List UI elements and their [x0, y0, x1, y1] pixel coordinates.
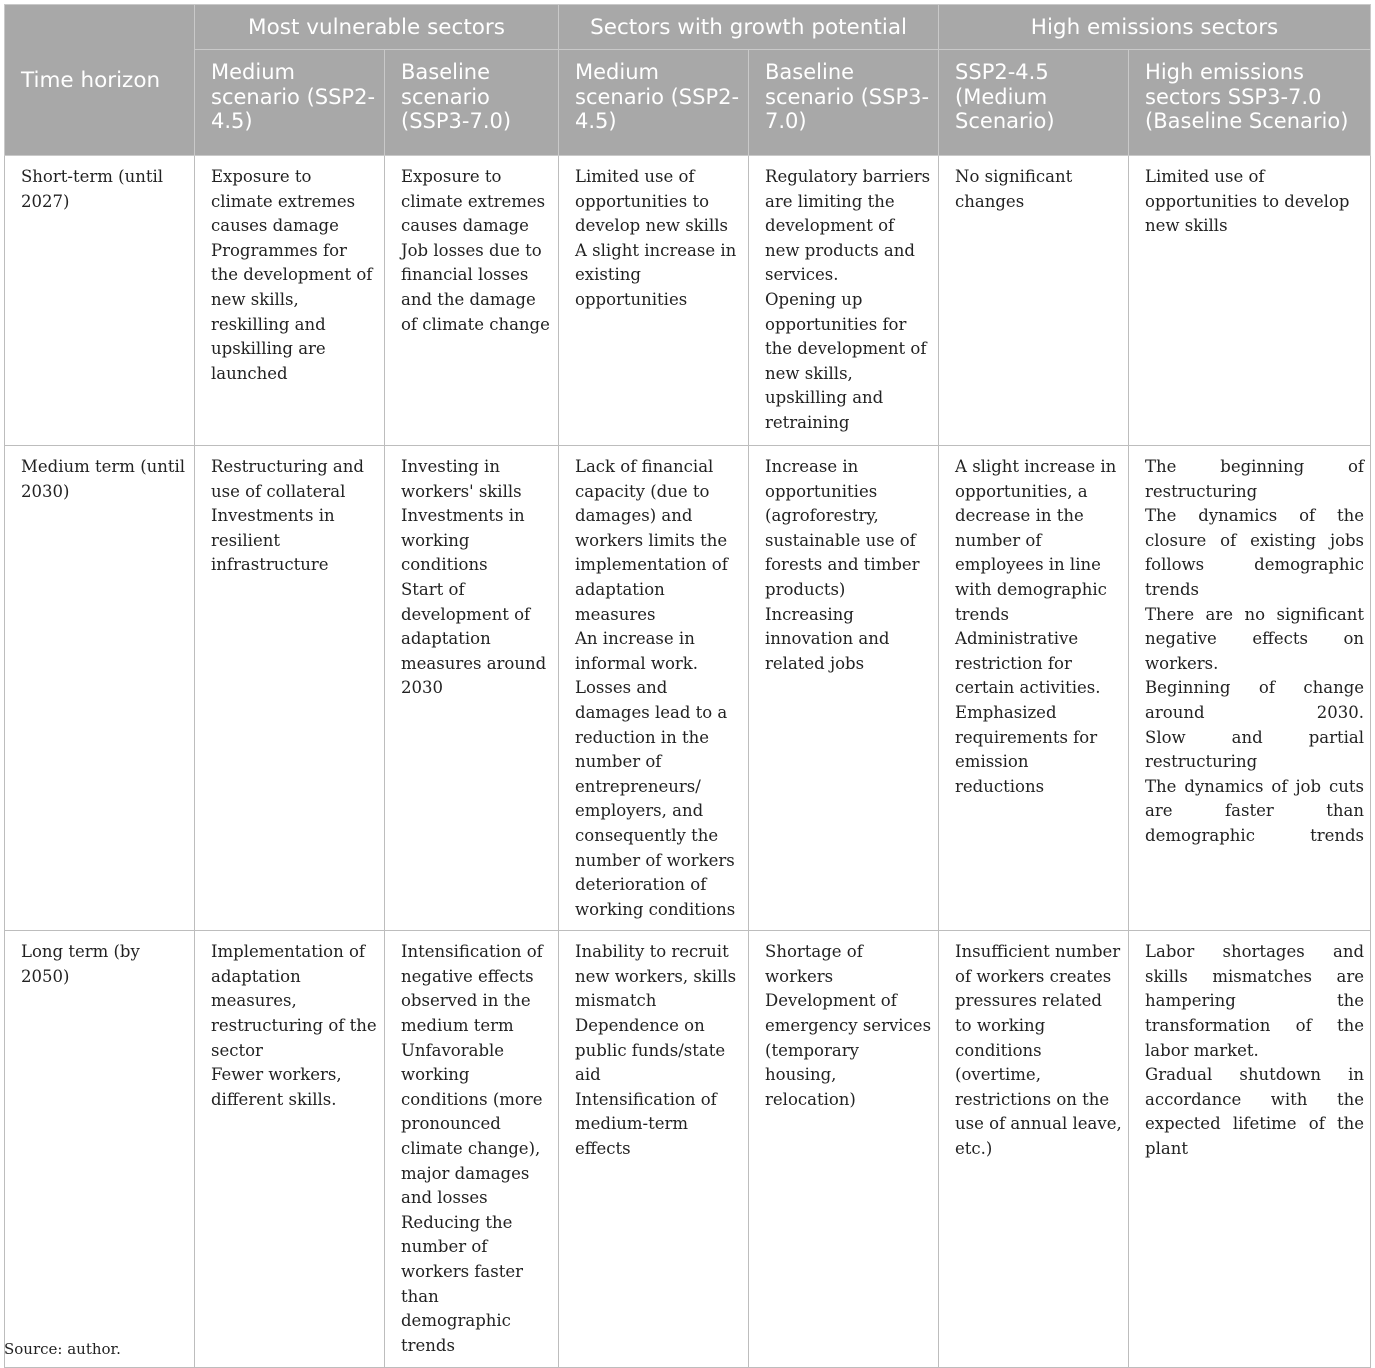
cell-line: Limited use of opportunities to develop new skills [575, 167, 728, 236]
cell-line: Fewer workers, different skills. [211, 1065, 342, 1109]
cell-line: Reducing the number of workers faster than demographic trends [401, 1212, 524, 1355]
table-row-medium-term [5, 446, 1371, 931]
header-group-vulnerable: Most vulnerable sectors [195, 5, 559, 50]
subheader-scenario: High emissions sectors SSP3-7.0 (Baseline Scenario) [1129, 50, 1371, 156]
table-cell [385, 446, 559, 931]
cell-line: Investments in resilient infrastructure [211, 506, 335, 575]
cell-line: Investments in working conditions [401, 506, 525, 575]
subheader-scenario: Baseline scenario (SSP3-7.0) [385, 50, 559, 156]
header-group-growth: Sectors with growth potential [559, 5, 939, 50]
subheader-scenario: Medium scenario (SSP2-4.5) [195, 50, 385, 156]
cell-line: There are no significant negative effects on workers. [1145, 604, 1365, 673]
cell-line: The dynamics of job cuts are faster than demographic trends [1145, 776, 1365, 845]
cell-line: Restructuring and use of collateral [211, 457, 364, 501]
table-cell [195, 931, 385, 1368]
cell-line: Administrative restriction for certain activities. [955, 629, 1101, 698]
table-cell [385, 156, 559, 446]
cell-line: Gradual shutdown in accordance with the expected lifetime of the plant [1145, 1065, 1365, 1159]
cell-line: The dynamics of the closure of existing jobs follows demographic trends [1145, 506, 1365, 599]
cell-line: Regulatory barriers are limiting the development of new products and services. [765, 167, 931, 285]
cell-line: Investing in workers' skills [401, 457, 522, 501]
sectors-table [4, 4, 1371, 1368]
cell-line: Beginning of change around 2030. [1145, 678, 1365, 722]
cell-line: Losses and damages lead to a reduction in the number of entrepreneurs/ employers, and consequently the number of workers deterioration of working conditions [575, 678, 736, 919]
cell-line: Shortage of workers [765, 942, 863, 986]
table-cell [1129, 156, 1371, 446]
cell-line: Job losses due to financial losses and the damage of climate change [401, 240, 550, 334]
cell-line: Increasing innovation and related jobs [765, 604, 890, 673]
header-group-emissions: High emissions sectors [939, 5, 1371, 50]
subheader-scenario: SSP2-4.5 (Medium Scenario) [939, 50, 1129, 156]
table-cell [559, 931, 749, 1368]
cell-line: Implementation of adaptation measures, restructuring of the sector [211, 942, 377, 1060]
source-note: Source: author. [4, 1340, 121, 1358]
cell-line: Dependence on public funds/state aid [575, 1016, 726, 1085]
cell-line: A slight increase in existing opportunities [575, 240, 737, 309]
cell-line: No significant changes [955, 167, 1073, 211]
cell-line: Unfavorable working conditions (more pronounced climate change), major damages and losses [401, 1040, 543, 1208]
cell-line: Inability to recruit new workers, skills mismatch [575, 942, 737, 1011]
header-time-horizon: Time horizon [5, 5, 195, 156]
table-cell [1129, 446, 1371, 931]
cell-line: The beginning of restructuring [1145, 457, 1365, 501]
table-cell [195, 156, 385, 446]
cell-line: Labor shortages and skills mismatches are hampering the transformation of the labor market. [1145, 942, 1365, 1060]
table-cell [385, 931, 559, 1368]
cell-line: Insufficient number of workers creates pressures related to working conditions (overtime, restrictions on the use of annual leave, etc.) [955, 942, 1122, 1159]
cell-line: Exposure to climate extremes causes damage [211, 167, 356, 236]
cell-line: An increase in informal work. [575, 629, 699, 673]
table-cell [939, 446, 1129, 931]
table-cell [559, 446, 749, 931]
cell-line: Intensification of medium-term effects [575, 1089, 717, 1159]
table-cell [749, 446, 939, 931]
cell-line: Programmes for the development of new skills, reskilling and upskilling are launched [211, 240, 373, 383]
table-row-long-term [5, 931, 1371, 1368]
cell-line: Exposure to climate extremes causes damage [401, 167, 546, 236]
header-row-groups [5, 5, 1371, 50]
cell-line: Intensification of negative effects observed in the medium term [401, 942, 543, 1036]
cell-line: Limited use of opportunities to develop new skills [1145, 167, 1350, 236]
cell-time-horizon: Long term (by 2050) [5, 931, 195, 1368]
cell-line: Development of emergency services (temporary housing, relocation) [765, 991, 932, 1109]
table-cell [195, 446, 385, 931]
table-cell [939, 931, 1129, 1368]
cell-line: Increase in opportunities (agroforestry, sustainable use of forests and timber products) [765, 457, 920, 599]
cell-time-horizon: Short-term (until 2027) [5, 156, 195, 446]
cell-line: Lack of financial capacity (due to damages) and workers limits the implementation of adaptation measures [575, 457, 728, 624]
table-cell [939, 156, 1129, 446]
subheader-scenario: Medium scenario (SSP2-4.5) [559, 50, 749, 156]
cell-line: Opening up opportunities for the development of new skills, upskilling and retraining [765, 289, 927, 432]
cell-time-horizon: Medium term (until 2030) [5, 446, 195, 931]
cell-line: Emphasized requirements for emission reductions [955, 702, 1098, 796]
cell-line: A slight increase in opportunities, a decrease in the number of employees in line with demographic trends [955, 457, 1117, 624]
table-cell [1129, 931, 1371, 1368]
table-cell [559, 156, 749, 446]
subheader-scenario: Baseline scenario (SSP3-7.0) [749, 50, 939, 156]
table-row-short-term [5, 156, 1371, 446]
cell-line: Slow and partial restructuring [1145, 727, 1365, 772]
table-cell [749, 156, 939, 446]
table-cell [749, 931, 939, 1368]
cell-line: Start of development of adaptation measures around 2030 [401, 579, 547, 698]
header-row-scenarios [5, 50, 1371, 156]
